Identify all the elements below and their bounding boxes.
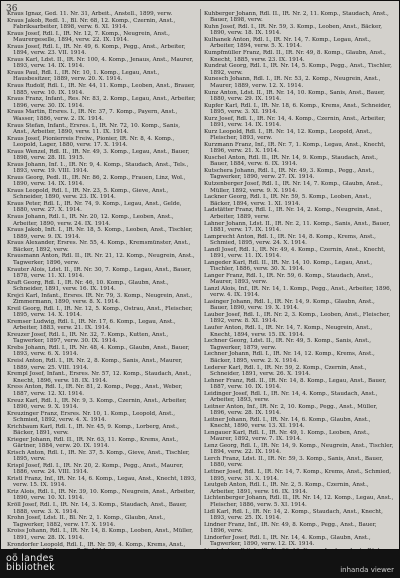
list-entry: Laufer Anton, Rdl. I., IR. Nr. 14, 7. Komp., Neugrein, Anst., Knecht, 1894, verw. 15. IX. 1914. bbox=[204, 325, 373, 338]
list-entry: Kroiss Johann, Rdl. I., IR. Nr. 14, 8. Komp., Leoben, Anst., Müller, 1891, verw. 28. IX. 1914. bbox=[7, 528, 194, 541]
list-entry: Kraus Martin, Ersres. I., IR. Nr. 37, 7. Komp., Payern, Anst., Wasser, 1886, verw. 2. IX. 1914. bbox=[7, 109, 178, 122]
list-entry: Lasinger Johann, Rdl. I., IR. Nr. 14, 9. Komp., Glaubn, Anst., Bauer, 1890, verw. 19. X. 1914. bbox=[204, 299, 375, 312]
list-entry: Lichtenberger Johann, Rdl. II., IR. Nr. 14, 12. Komp., Legau, Anst., Fleischer, 1886, verw. 5. XI. 1914. bbox=[204, 495, 394, 508]
list-entry: Kuhberger Johann, Rdl. II., IR. Nr. 2, 11. Komp., Staudach, Anst., Bauer, 1898, verw. bbox=[204, 11, 389, 24]
list-entry: Lackner Georg, Rdl. I., IR. Nr. 59, 5. Komp., Leoben, Anst., Bäcker, 1894, verw. 1. XI. 1914. bbox=[204, 194, 372, 207]
list-entry: Lanzl Alois, Inf., IR. Nr. 14, 1. Komp., Pegg., Anst., Arbeiter, 1896, verw. 4. IX. 1914. bbox=[204, 285, 392, 299]
list-entry: Krauter Alois, Ldst. II., IR. Nr. 30, 7. Komp., Legau, Anst., Bauer, 1878, verw. 11. XI. 1914. bbox=[7, 266, 192, 279]
list-entry: Krondorfer Leopold, Rdl. I., IR. Nr. 59, 4. Komp., Krems, Anst., bbox=[7, 541, 186, 548]
list-entry: Kress Anton, Rdl. I., IR. Nr. 81, 2. Komp., Pegg., Anst., Weber, 1887, verw. 12. XI. 1914. bbox=[7, 384, 183, 397]
list-entry: Kraus Josef, Pionierreis Freiw., Pionier, IR. Nr. 8, 4. Komp., Leopold, Lager, 1880, verw. 17. X. 1914. bbox=[7, 135, 175, 148]
list-entry: Kröll Josef, Rdl. I., IR. Nr. 14, 3. Komp., Staudach, Anst., Bauer, 1888, verw. 3. X. 1914. bbox=[7, 502, 187, 515]
list-entry: Kundrat Georg, Rdl. I., IR. Nr. 14, 5. Komp., Pegg., Anst., Tischler, 1892, verw. bbox=[204, 63, 392, 76]
list-entry: Leitner Johann, Rdl. I., IR. Nr. 14, 6. Komp., Glaubn, Anst., Knecht, 1890, verw. 13. XI. 1914. bbox=[204, 416, 371, 430]
list-entry: Krausmann Anton, Rdl. II., IR. Nr. 21, 12. Komp., Neugrein, Anst., Tagwerker, 1896, verw. bbox=[7, 253, 195, 266]
list-entry: Kraus Johann, Rdl. I., IR. Nr. 20, 12. Komp., Leoben, Anst., Arbeiter, 1890, verw. 24. IX. 1914. bbox=[7, 214, 174, 227]
list-entry: Kraus Jakob, Redl. 1., Bl. Nr. 68, 12. Komp., Czernin, Anst., Fabriksarbeiter, 1898, verw. 6. XI. 1914. bbox=[7, 17, 176, 31]
list-entry: Krispl Josef, Rdl. I., IR. Nr. 20, 2. Komp., Pegg., Anst., Maurer, 1886, verw. 24. VIII. 1914. bbox=[7, 462, 184, 476]
list-entry: Kraus Peter, Rdl. I., IR. Nr. 74, 9. Komp., Legau, Anst., Gelde, 1880, verw. 27. X. 1914. bbox=[7, 201, 182, 214]
list-entry: Kraus Georg, Pedl. II., IR. Nr. 86, 2. Komp., Frauen, Linz, Wol., 1890, verw. 14. IX. 1914. bbox=[7, 174, 186, 188]
list-entry: Lindner Franz, Inf., IR. Nr. 49, 8. Komp., Pegg., Anst., Bauer, 1896, verw. bbox=[204, 521, 377, 534]
list-entry: Kreuzer Josef, Rdl. I., IR. Nr. 32, 7. Komp., Kutten, Anst., Tagwerker, 1897, verw. 30. IX. 1914. bbox=[7, 332, 169, 345]
list-entry: Kraus Josef, Rdl. I., IR. Nr. 12, 7. Komp., Neugrein, Anst., Maurergeselle, 1894, verw. 22. IX. 1914. bbox=[7, 30, 170, 44]
list-entry: Leidinger Josef, Rdl. I., IR. Nr. 14, 4. Komp., Staudach, Anst., Arbeiter, 1893, verw. bbox=[204, 390, 378, 404]
list-entry: Kraus Leopold, Rdl. I., IR. Nr. 23, 5. Komp., Gieve, Anst., Schneider, 1890, verw. 23. IX. 1914. bbox=[7, 188, 169, 201]
list-entry: Kurz Leopold, Rdl. I., IR. Nr. 14, 12. Komp., Leopold, Anst., Fleischer, 1893, verw. bbox=[204, 128, 373, 142]
list-entry: Kurz Josef, Rdl. I., IR. Nr. 14, 4. Komp., Czernin, Anst., Arbeiter, 1891, verw. 14. IX. 1914. bbox=[204, 115, 386, 129]
list-entry: Leitner Anton, Inf., IR. Nr. 2, 10. Komp., Pegg., Anst., Müller, 1896, verw. 28. IX. 1914. bbox=[204, 403, 378, 417]
page-number: 36 bbox=[6, 4, 18, 14]
list-entry: Kristl Franz, Inf., IR. Nr. 14, 6. Komp., Legau, Anst., Knecht, 1893, verw. 15. IX. 1914. bbox=[7, 476, 197, 489]
list-entry: Lehner Franz, Rdl. II., IR. Nr. 14, 8. Komp., Legau, Anst., Bauer, 1887, verw. 10. IX. 1914. bbox=[204, 377, 387, 390]
left-column bbox=[7, 11, 197, 549]
list-entry: Lederer Karl, Rdl. I., IR. Nr. 59, 2. Komp., Czernin, Anst., Schneider, 1891, verw. 26. X. 1914. bbox=[204, 364, 367, 377]
list-entry: Lahner Johann, Ldst. II., IR. Nr. 2, 11. Komp., Sanis, Anst., Bauer, 1881, verw. 17. IX. 1914. bbox=[204, 220, 391, 233]
list-entry: Krichbaum Karl, Rdl. I., IR. Nr. 45, 9. Komp., Lorberg, Anst., Bäcker, 1891, verw. bbox=[7, 423, 179, 436]
list-entry: Langeder Karl, Rdl. II., IR. Nr. 14, 10. Komp., Legau, Anst., Tischler, 1886, verw. 30. X. 1914. bbox=[204, 259, 373, 273]
list-entry: Kunesch Johann, Rdl. I., IR. Nr. 53, 2. Komp., Neugrein, Anst., Maurer, 1889, verw. 12. X. 1914. bbox=[204, 76, 381, 89]
list-entry: Kutzenberger Josef, Rdl. I., IR. Nr. 14, 7. Komp., Glaubn, Anst., Müller, 1892, verw. 9. X. 1914. bbox=[204, 181, 383, 194]
list-entry: Krebs Johann, Rdl. I., IR. Nr. 48, 4. Komp., Glaubn, Anst., Bauer, 1893, verw. 6. X. 1914. bbox=[7, 345, 190, 358]
list-entry: Kraus Paul, Rdl. I., IR. Nr. 10, 1. Komp., Legau, Anst., Hausbesitzer, 1889, verw. 20. X. 1914. bbox=[7, 70, 160, 83]
list-entry: Kuschel Anton, Rdl. II., IR. Nr. 14, 9. Komp., Staudach, Anst., Bauer, 1884, verw. 6. IX. 1914. bbox=[204, 155, 378, 168]
list-entry: Lechner Johann, Rdl. I., IR. Nr. 14, 12. Komp., Krems, Anst., Bäcker, 1895, verw. 2. X. 1914. bbox=[204, 351, 375, 364]
list-entry: Kraft Georg, Rdl. I., IR. Nr. 46, 10. Komp., Glaubn, Anst., Schneider, 1891, verw. 16. IX. 1914. bbox=[7, 279, 169, 292]
list-entry: Lechner Georg, Ldst. II., IR. Nr. 49, 5. Komp., Sanis, Anst., Tagwerker, 1879, verw. bbox=[204, 338, 372, 351]
list-entry: Ladstätter Franz, Rdl. I., IR. Nr. 14, 2. Komp., Neugrein, Anst., Arbeiter, 1889, verw. bbox=[204, 207, 383, 220]
list-entry: Kumpfmüller Franz, Rdl. II., IR. Nr. 49, 8. Komp., Glaubn, Anst., Knecht, 1885, verw. 23. IX. 1914. bbox=[204, 50, 386, 63]
logo-line2: bibliothek bbox=[6, 562, 55, 573]
list-entry: Langer Franz, Rdl. I., IR. Nr. 59, 6. Komp., Staudach, Anst., Maurer, 1893, verw. bbox=[204, 272, 374, 286]
list-entry: Lengauer Karl, Rdl. I., IR. Nr. 49, 1. Komp., Leoben, Anst., Maurer, 1892, verw. 7. IX. 1914. bbox=[204, 430, 370, 443]
list-entry: Krieger Johann, Rdl. II., IR. Nr. 63, 11. Komp., Krems, Anst., Gärtner, 1884, verw. 20. IX. 1914. bbox=[7, 436, 179, 450]
list-entry: Kreil Georg, Rdl. I., IR. Nr. 12, 5. Komp., Ostrau, Anst., Fleischer, 1895, verw. 14. X. 1914. bbox=[7, 305, 193, 319]
list-entry: Kremser Ludwig, Rdl. I., IR. Nr. 17, 6. Komp., Legau, Anst., Arbeiter, 1883, verw. 21. IX. 1914. bbox=[7, 318, 176, 332]
list-entry: Lidl Karl, Rdl. I., IR. Nr. 14, 2. Komp., Staudach, Anst., Knecht, 1893, verw. 25. IX. 1914. bbox=[204, 508, 383, 521]
list-entry: Kraus Karl, Ldst. II., IR. Nr. 100, 4. Komp., Jenaus, Anst., Maurer, 1893, verw. 14. IX. 1914. bbox=[7, 57, 194, 70]
logo-line1: oö landes bbox=[6, 553, 54, 564]
list-entry: Lindorfer Josef, Rdl. I., IR. Nr. 14, 4. Komp., Glaubn, Anst., Tagwerker, 1890, verw. 12. IX. 1914. bbox=[204, 534, 371, 548]
list-entry: Kraus Franz, Infant., Res. Nr. 83, 2. Komp., Legau, Anst., Arbeiter, 1896, verw. 30. IX. 1914. bbox=[7, 96, 196, 109]
list-entry: Kraus Josef, Rdl. I., IR. Nr. 49, 6. Komp., Pegg., Anst., Arbeiter, 1894, verw. 23. VII. 1914. bbox=[7, 43, 186, 57]
list-entry: Kulhanek Anton, Rdl. I., IR. Nr. 14, 7. Komp., Legau, Anst., Arbeiter, 1894, verw. 5. X. 1914. bbox=[204, 37, 371, 50]
list-entry: Kraus Wenzel, Rdl. II., IR. Nr. 49, 3. Komp., Legau, Anst., Bauer, 1898, verw. 28. III. 1915. bbox=[7, 148, 190, 162]
list-entry bbox=[204, 548, 394, 549]
list-entry: Kraus Jakob, Inft. I., IR. Nr. 18, 5. Komp., Leoben, Anst., Tischler, 1889, verw. 9. IX. 1914. bbox=[7, 227, 193, 240]
list-entry: Krempl Josef, Infant., Ersres. Nr. 57, 12. Komp., Staudach, Anst., Knecht, 1896, verw. 18. IX. 1914. bbox=[7, 371, 192, 384]
list-entry: Kriz Alois, Rdl. I., IR. Nr. 39, 10. Komp., Neugrein, Anst., Arbeiter, 1890, verw. 10. XI. 1914. bbox=[7, 489, 196, 502]
viewer-label[interactable]: inhanda viewer bbox=[340, 566, 394, 574]
list-entry: Krohn Josef, Ldst. II., Bl. Nr. 2, 1. Komp., Glaubn, Anst., Tagwerker, 1882, verw. 17. X. 1914. bbox=[7, 515, 166, 528]
right-column bbox=[204, 11, 394, 549]
list-entry: Lauber Josef, Rdl. I., IR. Nr. 2, 3. Komp., Leoben, Anst., Fleischer, 1892, verw. 8. XI. 1914. bbox=[204, 312, 391, 325]
list-entry: Kunz Anton, Ldst. II., IR. Nr. 14, 10. Komp., Sanis, Anst., Bauer, 1880, verw. 29. IX. 1914. bbox=[204, 89, 385, 102]
list-entry: Leutgeb Anton, Rdl. I., IR. Nr. 2, 5. Komp., Czernin, Anst., Arbeiter, 1891, verw. 16. IX. 1914. bbox=[204, 482, 369, 495]
list-entry: Kraus Johann, Inf. 1., IR. Nr. 9, 4. Komp., Staudach, Anst., Tels., 1893, verw. 19. VIII. 1914. bbox=[7, 161, 189, 175]
list-entry: Kraus Ignaz, Ged. 11. Nr. 31, Arbeit., Anstell., 1899, verw. bbox=[7, 11, 173, 17]
list-entry: Kreuz Karl, Rdl. I., IR. Nr. 9, 3. Komp., Czernin, Anst., Arbeiter, 1890, verw. 9. X. 1914. bbox=[7, 397, 187, 410]
list-entry: Lerch Franz, Ldst. II., IR. Nr. 59, 3. Komp., Sanis, Anst., Bauer, 1880, verw. bbox=[204, 456, 384, 469]
list-entry: Lamprecht Anton, Rdl. I., IR. Nr. 14, 8. Komp., Krems, Anst., Schmied, 1895, verw. 24. X. 1914. bbox=[204, 233, 376, 246]
list-entry: Krejci Karl, Infant., Ersres. IR. Nr. 79, 3. Komp., Neugrein, Anst., Zimmermann, 1890, verw. 8. X. 1914. bbox=[7, 292, 193, 306]
list-entry: Kreisl Anton, Rdl. I., IR. Nr. 2, 8. Komp., Sanis, Anst., Maurer, 1889, verw. 25. VIII. 1914. bbox=[7, 358, 183, 371]
list-entry: Krisch Anton, Rdl. I., IR. Nr. 37, 5. Komp., Gieve, Anst., Tischler, 1895, verw. bbox=[7, 449, 190, 463]
list-entry: Landl Josef, Rdl. I., IR. Nr. 49, 4. Komp., Czernin, Anst., Knecht, 1891, verw. 11. IX. 1914. bbox=[204, 246, 386, 259]
list-entry: Kraus Stefan, Infant., Ersres. I., IR. Nr. 72, 10. Komp., Sanis, Anst., Arbeiter, 1890, verw. 11. IX. 1914. bbox=[7, 122, 181, 135]
list-entry: Kuhn Josef, Rdl. I., IR. Nr. 59, 3. Komp., Leoben, Anst., Bäcker, 1890, verw. 18. IX. 1914. bbox=[204, 24, 383, 37]
list-entry: Kreuzinger Franz, Ersres. Nr. 10, 1. Komp., Leopold, Anst., Schmied, 1892, verw. 4. X. 1914. bbox=[7, 410, 175, 423]
list-entry: Kraus Alexander, Ersres. Nr. 55, 4. Komp., Kremsmünster, Anst., Bäcker, 1892, verw. bbox=[7, 240, 191, 253]
list-entry: Kraus Rudolf, Rdl. I., IR. Nr. 44, 11. Komp., Leoben, Anst., Brauer, 1885, verw. 10. IX. 1914. bbox=[7, 83, 195, 96]
list-entry: Kupfer Karl, Rdl. I., IR. Nr. 18, 6. Komp., Krems, Anst., Schneider, 1895, verw. 3. XI. 1914. bbox=[204, 102, 392, 115]
list-entry: Kutschera Johann, Rdl. I., IR. Nr. 49, 3. Komp., Pegg., Anst., Tagwerker, 1890, verw. 27. IX. 1914. bbox=[204, 168, 375, 181]
list-entry: Kurzmann Franz, Inf., IR. Nr. 7, 1. Komp., Legau, Anst., Knecht, 1896, verw. 21. X. 1914. bbox=[204, 141, 386, 155]
list-entry: Lenz Georg, Rdl. I., IR. Nr. 14, 9. Komp., Neugrein, Anst., Tischler, 1894, verw. 22. IX. 1914. bbox=[204, 443, 394, 456]
column-divider bbox=[200, 9, 201, 545]
library-logo[interactable] bbox=[6, 554, 55, 572]
scanned-page bbox=[1, 1, 399, 549]
list-entry: Lettner Josef, Rdl. I., IR. Nr. 14, 7. Komp., Krems, Anst., Schmied, 1895, verw. 31. X. 1914. bbox=[204, 469, 391, 482]
